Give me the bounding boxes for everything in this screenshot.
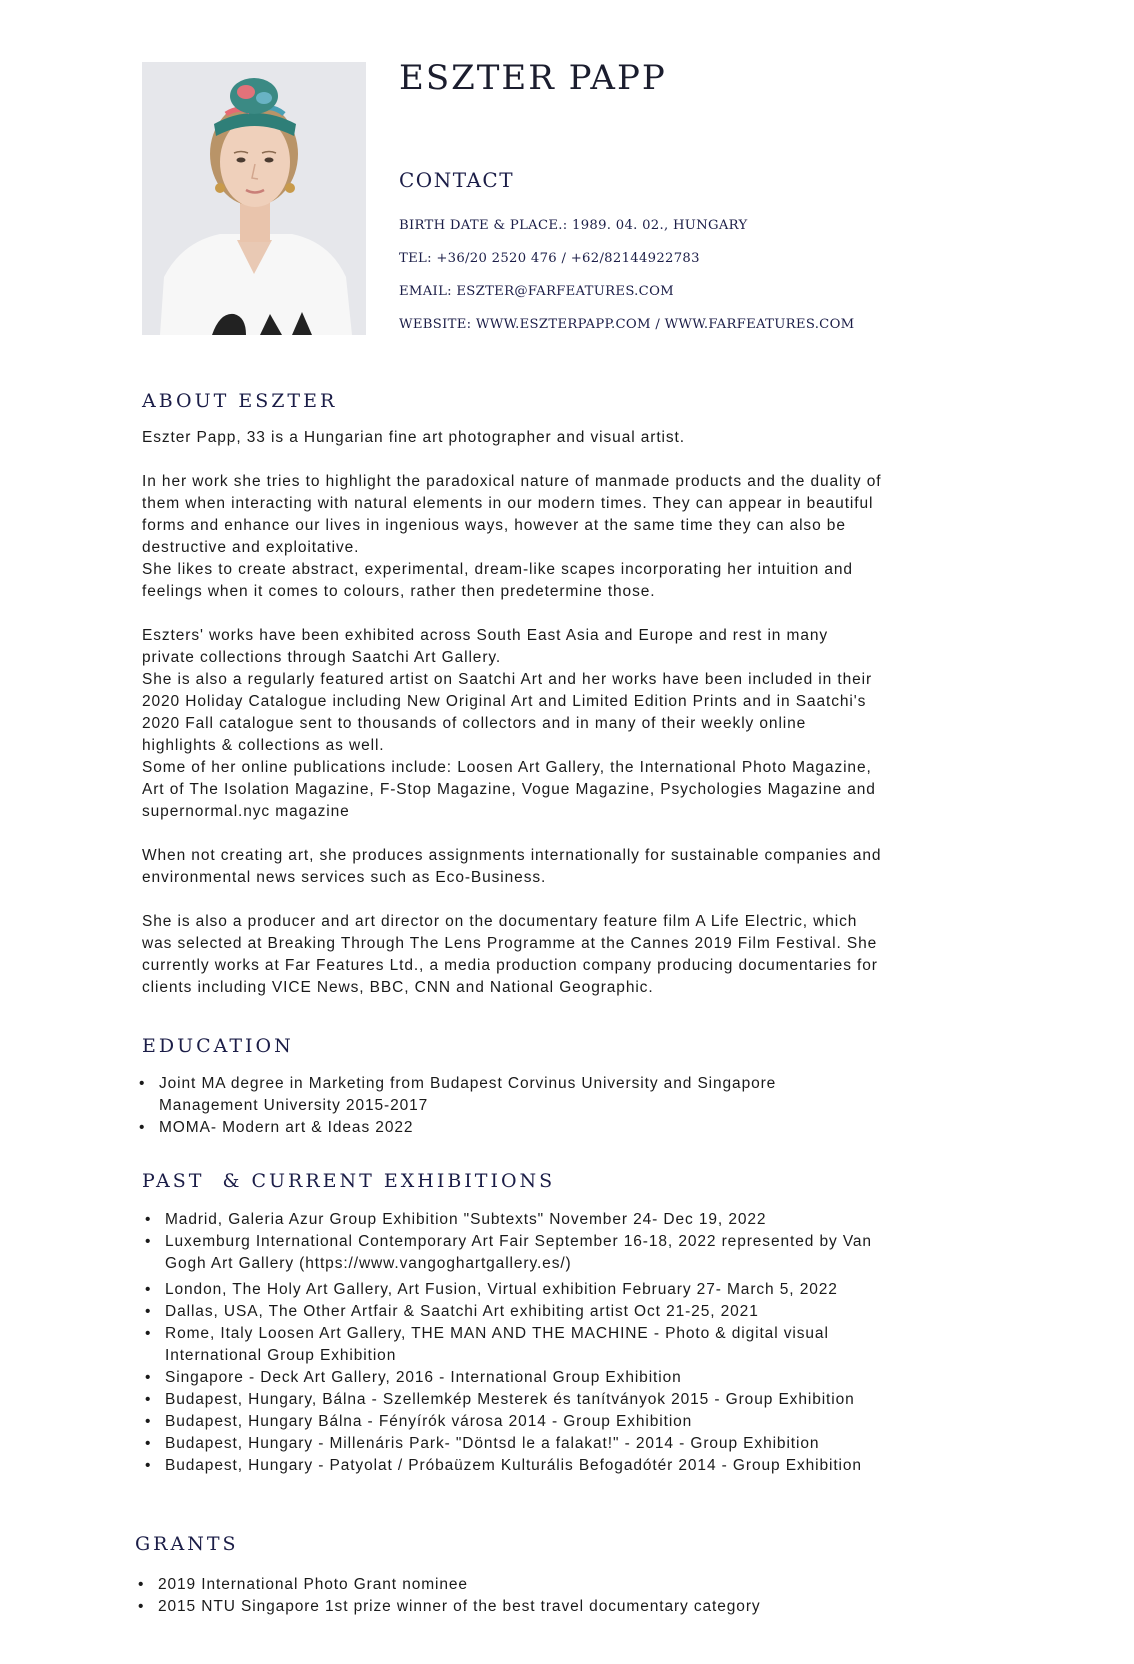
exhibitions-list bbox=[145, 1209, 1015, 1477]
list-item: • 2019 International Photo Grant nominee bbox=[138, 1576, 468, 1593]
about-paragraph-2: In her work she tries to highlight the paradoxical nature of manmade products and the duality of them when interacting with natural elements in our modern times. They can appear in beautiful forms and enhance our lives in ingenious ways, however at the same time they can also be destructive and exploitative. She likes to create abstract, experimental, dream-like scapes incorporating her intuition and feelings when it comes to colours, rather then predetermine those. bbox=[142, 473, 882, 600]
list-item: • Budapest, Hungary, Bálna - Szellemkép Mesterek és tanítványok 2015 - Group Exhibition bbox=[145, 1391, 855, 1408]
list-item: • Rome, Italy Loosen Art Gallery, THE MAN AND THE MACHINE - Photo & digital visual International Group Exhibition bbox=[145, 1325, 829, 1364]
list-item: • Madrid, Galeria Azur Group Exhibition "Subtexts" November 24- Dec 19, 2022 bbox=[145, 1211, 767, 1228]
grants-heading: GRANTS bbox=[135, 1533, 239, 1555]
list-item: • Dallas, USA, The Other Artfair & Saatchi Art exhibiting artist Oct 21-25, 2021 bbox=[145, 1303, 759, 1320]
about-paragraph-3: Eszters' works have been exhibited across South East Asia and Europe and rest in many private collections through Saatchi Art Gallery. She is also a regularly featured artist on Saatchi Art and her works have been included in their 2020 Holiday Catalogue including New Original Art and Limited Edition Prints and in Saatchi's 2020 Fall catalogue sent to thousands of collectors and in many of their weekly online highlights & collections as well. Some of her online publications include: Loosen Art Gallery, the International Photo Magazine, Art of The Isolation Magazine, F-Stop Magazine, Vogue Magazine, Psychologies Magazine and supernormal.nyc magazine bbox=[142, 627, 876, 820]
about-paragraph-4: When not creating art, she produces assignments internationally for sustainable companies and environmental news services such as Eco-Business. bbox=[142, 847, 882, 886]
list-item: • MOMA- Modern art & Ideas 2022 bbox=[139, 1119, 414, 1136]
birth-date-place: BIRTH DATE & PLACE.: 1989. 04. 02., HUNGARY bbox=[399, 218, 748, 233]
profile-photo bbox=[142, 62, 366, 335]
education-list bbox=[139, 1073, 999, 1139]
exhibitions-heading: PAST & CURRENT EXHIBITIONS bbox=[142, 1170, 556, 1192]
portrait-illustration bbox=[142, 62, 366, 335]
list-item: • London, The Holy Art Gallery, Art Fusion, Virtual exhibition February 27- March 5, 2022 bbox=[145, 1281, 838, 1298]
person-name: ESZTER PAPP bbox=[399, 58, 667, 98]
list-item: • Luxemburg International Contemporary Art Fair September 16-18, 2022 represented by Van Gogh Art Gallery (https://www.vangoghartgallery.es/) bbox=[145, 1233, 872, 1272]
telephone: TEL: +36/20 2520 476 / +62/82144922783 bbox=[399, 251, 700, 266]
about-heading: ABOUT ESZTER bbox=[142, 390, 338, 412]
list-item: • Budapest, Hungary Bálna - Fényírók városa 2014 - Group Exhibition bbox=[145, 1413, 693, 1430]
about-text bbox=[142, 427, 1012, 999]
list-item: • Budapest, Hungary - Millenáris Park- "Döntsd le a falakat!" - 2014 - Group Exhibition bbox=[145, 1435, 820, 1452]
grants-list bbox=[138, 1574, 1008, 1618]
about-paragraph-5: She is also a producer and art director on the documentary feature film A Life Electric, which was selected at Breaking Through The Lens Programme at the Cannes 2019 Film Festival. She currently works at Far Features Ltd., a media production company producing documentaries for clients including VICE News, BBC, CNN and National Geographic. bbox=[142, 913, 878, 996]
list-item: • 2015 NTU Singapore 1st prize winner of the best travel documentary category bbox=[138, 1598, 761, 1615]
email-address: EMAIL: ESZTER@FARFEATURES.COM bbox=[399, 284, 674, 299]
education-heading: EDUCATION bbox=[142, 1035, 294, 1057]
list-item: • Singapore - Deck Art Gallery, 2016 - International Group Exhibition bbox=[145, 1369, 682, 1386]
list-item: • Budapest, Hungary - Patyolat / Próbaüzem Kulturális Befogadótér 2014 - Group Exhibition bbox=[145, 1457, 862, 1474]
website-links: WEBSITE: WWW.ESZTERPAPP.COM / WWW.FARFEATURES.COM bbox=[399, 317, 855, 332]
list-item: • Joint MA degree in Marketing from Budapest Corvinus University and Singapore Management University 2015-2017 bbox=[139, 1075, 777, 1114]
about-paragraph-1: Eszter Papp, 33 is a Hungarian fine art photographer and visual artist. bbox=[142, 429, 685, 446]
contact-heading: CONTACT bbox=[399, 168, 515, 192]
